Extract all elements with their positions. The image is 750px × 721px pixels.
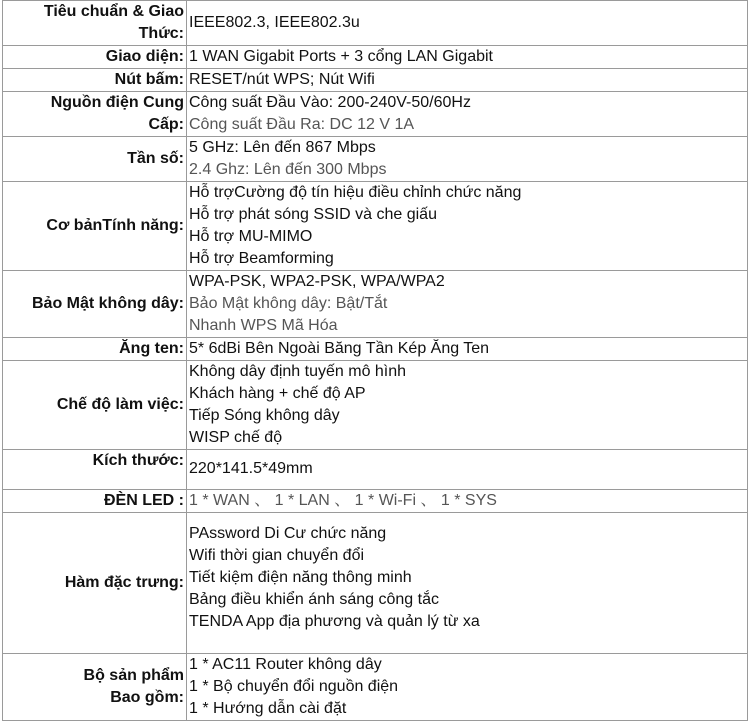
spec-value-line: Không dây định tuyến mô hình (189, 363, 407, 380)
spec-row (3, 69, 748, 92)
spec-value-line: Nhanh WPS Mã Hóa (189, 317, 338, 334)
spec-value-line: 5 GHz: Lên đến 867 Mbps (189, 139, 376, 156)
spec-label-line: Bảo Mật không dây: (31, 295, 184, 312)
spec-value (187, 271, 748, 338)
spec-label-line: ĐÈN LED : (104, 492, 184, 509)
spec-row (3, 271, 748, 338)
spec-row (3, 182, 748, 271)
spec-label-line: Chế độ làm việc: (56, 396, 184, 413)
spec-value (187, 69, 748, 92)
spec-value-line: Wifi thời gian chuyển đổi (189, 547, 365, 564)
spec-value-line: Bảo Mật không dây: Bật/Tắt (189, 295, 388, 312)
spec-row (3, 361, 748, 450)
spec-value (187, 46, 748, 69)
spec-value-line: RESET/nút WPS; Nút Wifi (189, 71, 375, 88)
spec-label-line: Thức: (138, 25, 184, 42)
spec-label (3, 338, 187, 361)
spec-label-line: Tiêu chuẩn & Giao (43, 3, 184, 20)
spec-label (3, 490, 187, 513)
spec-label-line: Cơ bảnTính năng: (46, 217, 184, 234)
spec-label (3, 137, 187, 182)
spec-value-line: WPA-PSK, WPA2-PSK, WPA/WPA2 (189, 273, 445, 290)
spec-value (187, 654, 748, 721)
spec-value-line: Bảng điều khiển ánh sáng công tắc (189, 591, 439, 608)
spec-label-line: Bộ sản phẩm (83, 667, 184, 684)
spec-value-line: Khách hàng + chế độ AP (189, 385, 366, 402)
spec-value-line: Hỗ trợCường độ tín hiệu điều chỉnh chức năng (189, 184, 522, 201)
spec-value (187, 338, 748, 361)
spec-label (3, 46, 187, 69)
spec-label (3, 182, 187, 271)
spec-row (3, 654, 748, 721)
spec-value (187, 1, 748, 46)
spec-table (2, 0, 748, 721)
spec-value-line: 2.4 Ghz: Lên đến 300 Mbps (189, 161, 387, 178)
spec-label (3, 69, 187, 92)
spec-label (3, 1, 187, 46)
spec-value-line: 1 * Hướng dẫn cài đặt (189, 700, 347, 717)
spec-row (3, 513, 748, 654)
spec-label-line: Giao diện: (105, 48, 184, 65)
spec-value-line: 1 * WAN 、 1 * LAN 、 1 * Wi-Fi 、 1 * SYS (189, 492, 497, 509)
spec-row (3, 338, 748, 361)
spec-value-line: Hỗ trợ Beamforming (189, 250, 334, 267)
spec-value-line: PAssword Di Cư chức năng (189, 525, 387, 542)
spec-label-line: Tần số: (127, 150, 184, 167)
spec-label-line: Kích thước: (92, 452, 184, 469)
spec-value (187, 137, 748, 182)
spec-row (3, 92, 748, 137)
spec-label (3, 450, 187, 490)
spec-value (187, 361, 748, 450)
spec-value-line: Hỗ trợ phát sóng SSID và che giấu (189, 206, 437, 223)
spec-value-line: IEEE802.3, IEEE802.3u (189, 14, 360, 31)
spec-row (3, 490, 748, 513)
spec-value-line: Công suất Đầu Ra: DC 12 V 1A (189, 116, 415, 133)
spec-label (3, 271, 187, 338)
spec-value-line: 1 * AC11 Router không dây (189, 656, 382, 673)
spec-label-line: Nút bấm: (114, 71, 184, 88)
spec-row (3, 46, 748, 69)
spec-label-line: Bao gồm: (110, 689, 184, 706)
spec-value-line: 1 WAN Gigabit Ports + 3 cổng LAN Gigabit (189, 48, 493, 65)
spec-label (3, 513, 187, 654)
spec-value (187, 450, 748, 490)
spec-value (187, 92, 748, 137)
spec-label-line: Ăng ten: (119, 340, 184, 357)
spec-value-line: TENDA App địa phương và quản lý từ xa (189, 613, 480, 630)
spec-label-line: Cấp: (148, 116, 184, 133)
spec-table-body (3, 1, 748, 721)
spec-row (3, 1, 748, 46)
spec-value-line: 1 * Bộ chuyển đổi nguồn điện (189, 678, 399, 695)
spec-row (3, 450, 748, 490)
spec-value-line: Công suất Đầu Vào: 200-240V-50/60Hz (189, 94, 471, 111)
spec-label-line: Hàm đặc trưng: (64, 574, 184, 591)
spec-value-line: 220*141.5*49mm (189, 460, 313, 477)
spec-value-line: WISP chế độ (189, 429, 283, 446)
spec-value-line: Hỗ trợ MU-MIMO (189, 228, 313, 245)
spec-value-line: Tiếp Sóng không dây (189, 407, 340, 424)
spec-label (3, 654, 187, 721)
spec-value (187, 513, 748, 654)
spec-row (3, 137, 748, 182)
spec-label (3, 361, 187, 450)
spec-label (3, 92, 187, 137)
spec-value (187, 490, 748, 513)
spec-value (187, 182, 748, 271)
spec-value-line: Tiết kiệm điện năng thông minh (189, 569, 412, 586)
spec-value-line: 5* 6dBi Bên Ngoài Băng Tần Kép Ăng Ten (189, 340, 490, 357)
spec-label-line: Nguồn điện Cung (50, 94, 184, 111)
